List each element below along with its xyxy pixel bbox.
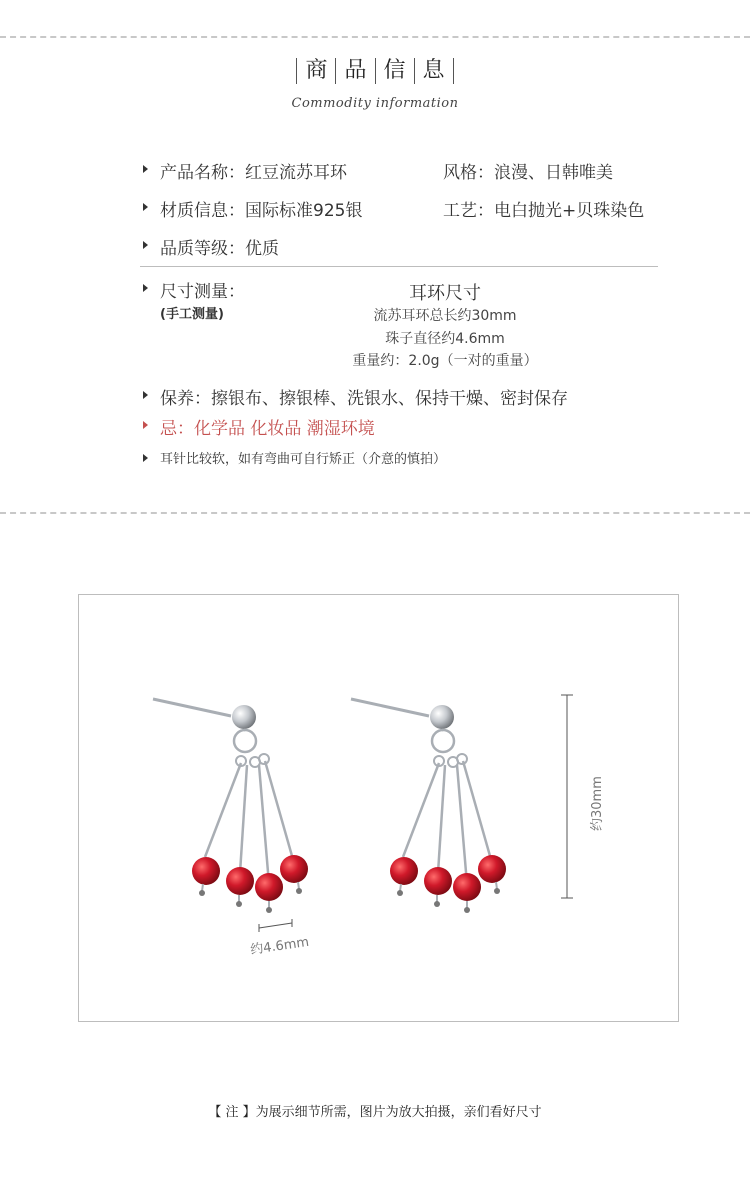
section-title [0, 58, 750, 84]
title-char: 信 [375, 58, 414, 84]
care-maintain: 保养：擦银布、擦银棒、洗银水、保持干燥、密封保存 [160, 389, 568, 409]
middle-divider [0, 512, 750, 514]
bullet-icon [143, 203, 148, 211]
specs-divider [140, 266, 658, 267]
title-char: 息 [414, 58, 454, 84]
size-label: 尺寸测量： [160, 282, 245, 302]
top-divider [0, 36, 750, 38]
section-subtitle: Commodity information [291, 96, 459, 111]
size-heading: 耳环尺寸 [409, 283, 481, 304]
size-length: 流苏耳环总长约30mm [373, 308, 517, 324]
care-avoid: 忌：化学品 化妆品 潮湿环境 [160, 419, 375, 439]
length-dimension-label: 约30mm [590, 776, 605, 831]
bullet-icon [143, 241, 148, 249]
spec-grade: 品质等级：优质 [160, 239, 279, 259]
bead-dimension-marker [259, 919, 292, 932]
bullet-icon [143, 284, 148, 292]
earring-left [153, 699, 308, 913]
product-image [79, 595, 678, 1021]
bead-dimension-label: 约4.6mm [249, 934, 310, 958]
spec-style: 风格：浪漫、日韩唯美 [443, 163, 613, 183]
length-dimension-marker [561, 695, 573, 898]
title-char: 商 [296, 58, 335, 84]
care-tip: 耳针比较软，如有弯曲可自行矫正（介意的慎拍） [160, 452, 447, 467]
spec-name: 产品名称：红豆流苏耳环 [160, 163, 347, 183]
footer-note: 【 注 】为展示细节所需，图片为放大拍摄，亲们看好尺寸 [208, 1105, 542, 1120]
size-weight: 重量约：2.0g（一对的重量） [352, 353, 538, 369]
spec-craft: 工艺：电白抛光+贝珠染色 [443, 201, 645, 221]
title-char: 品 [335, 58, 374, 84]
earring-right [351, 699, 506, 913]
bullet-icon [143, 421, 148, 429]
product-image-frame [78, 594, 679, 1022]
bullet-icon [143, 391, 148, 399]
bullet-icon [143, 454, 148, 462]
spec-material: 材质信息：国际标准925银 [160, 201, 363, 221]
bullet-icon [143, 165, 148, 173]
size-sublabel: (手工测量) [160, 307, 224, 322]
size-bead-diameter: 珠子直径约4.6mm [385, 331, 505, 347]
